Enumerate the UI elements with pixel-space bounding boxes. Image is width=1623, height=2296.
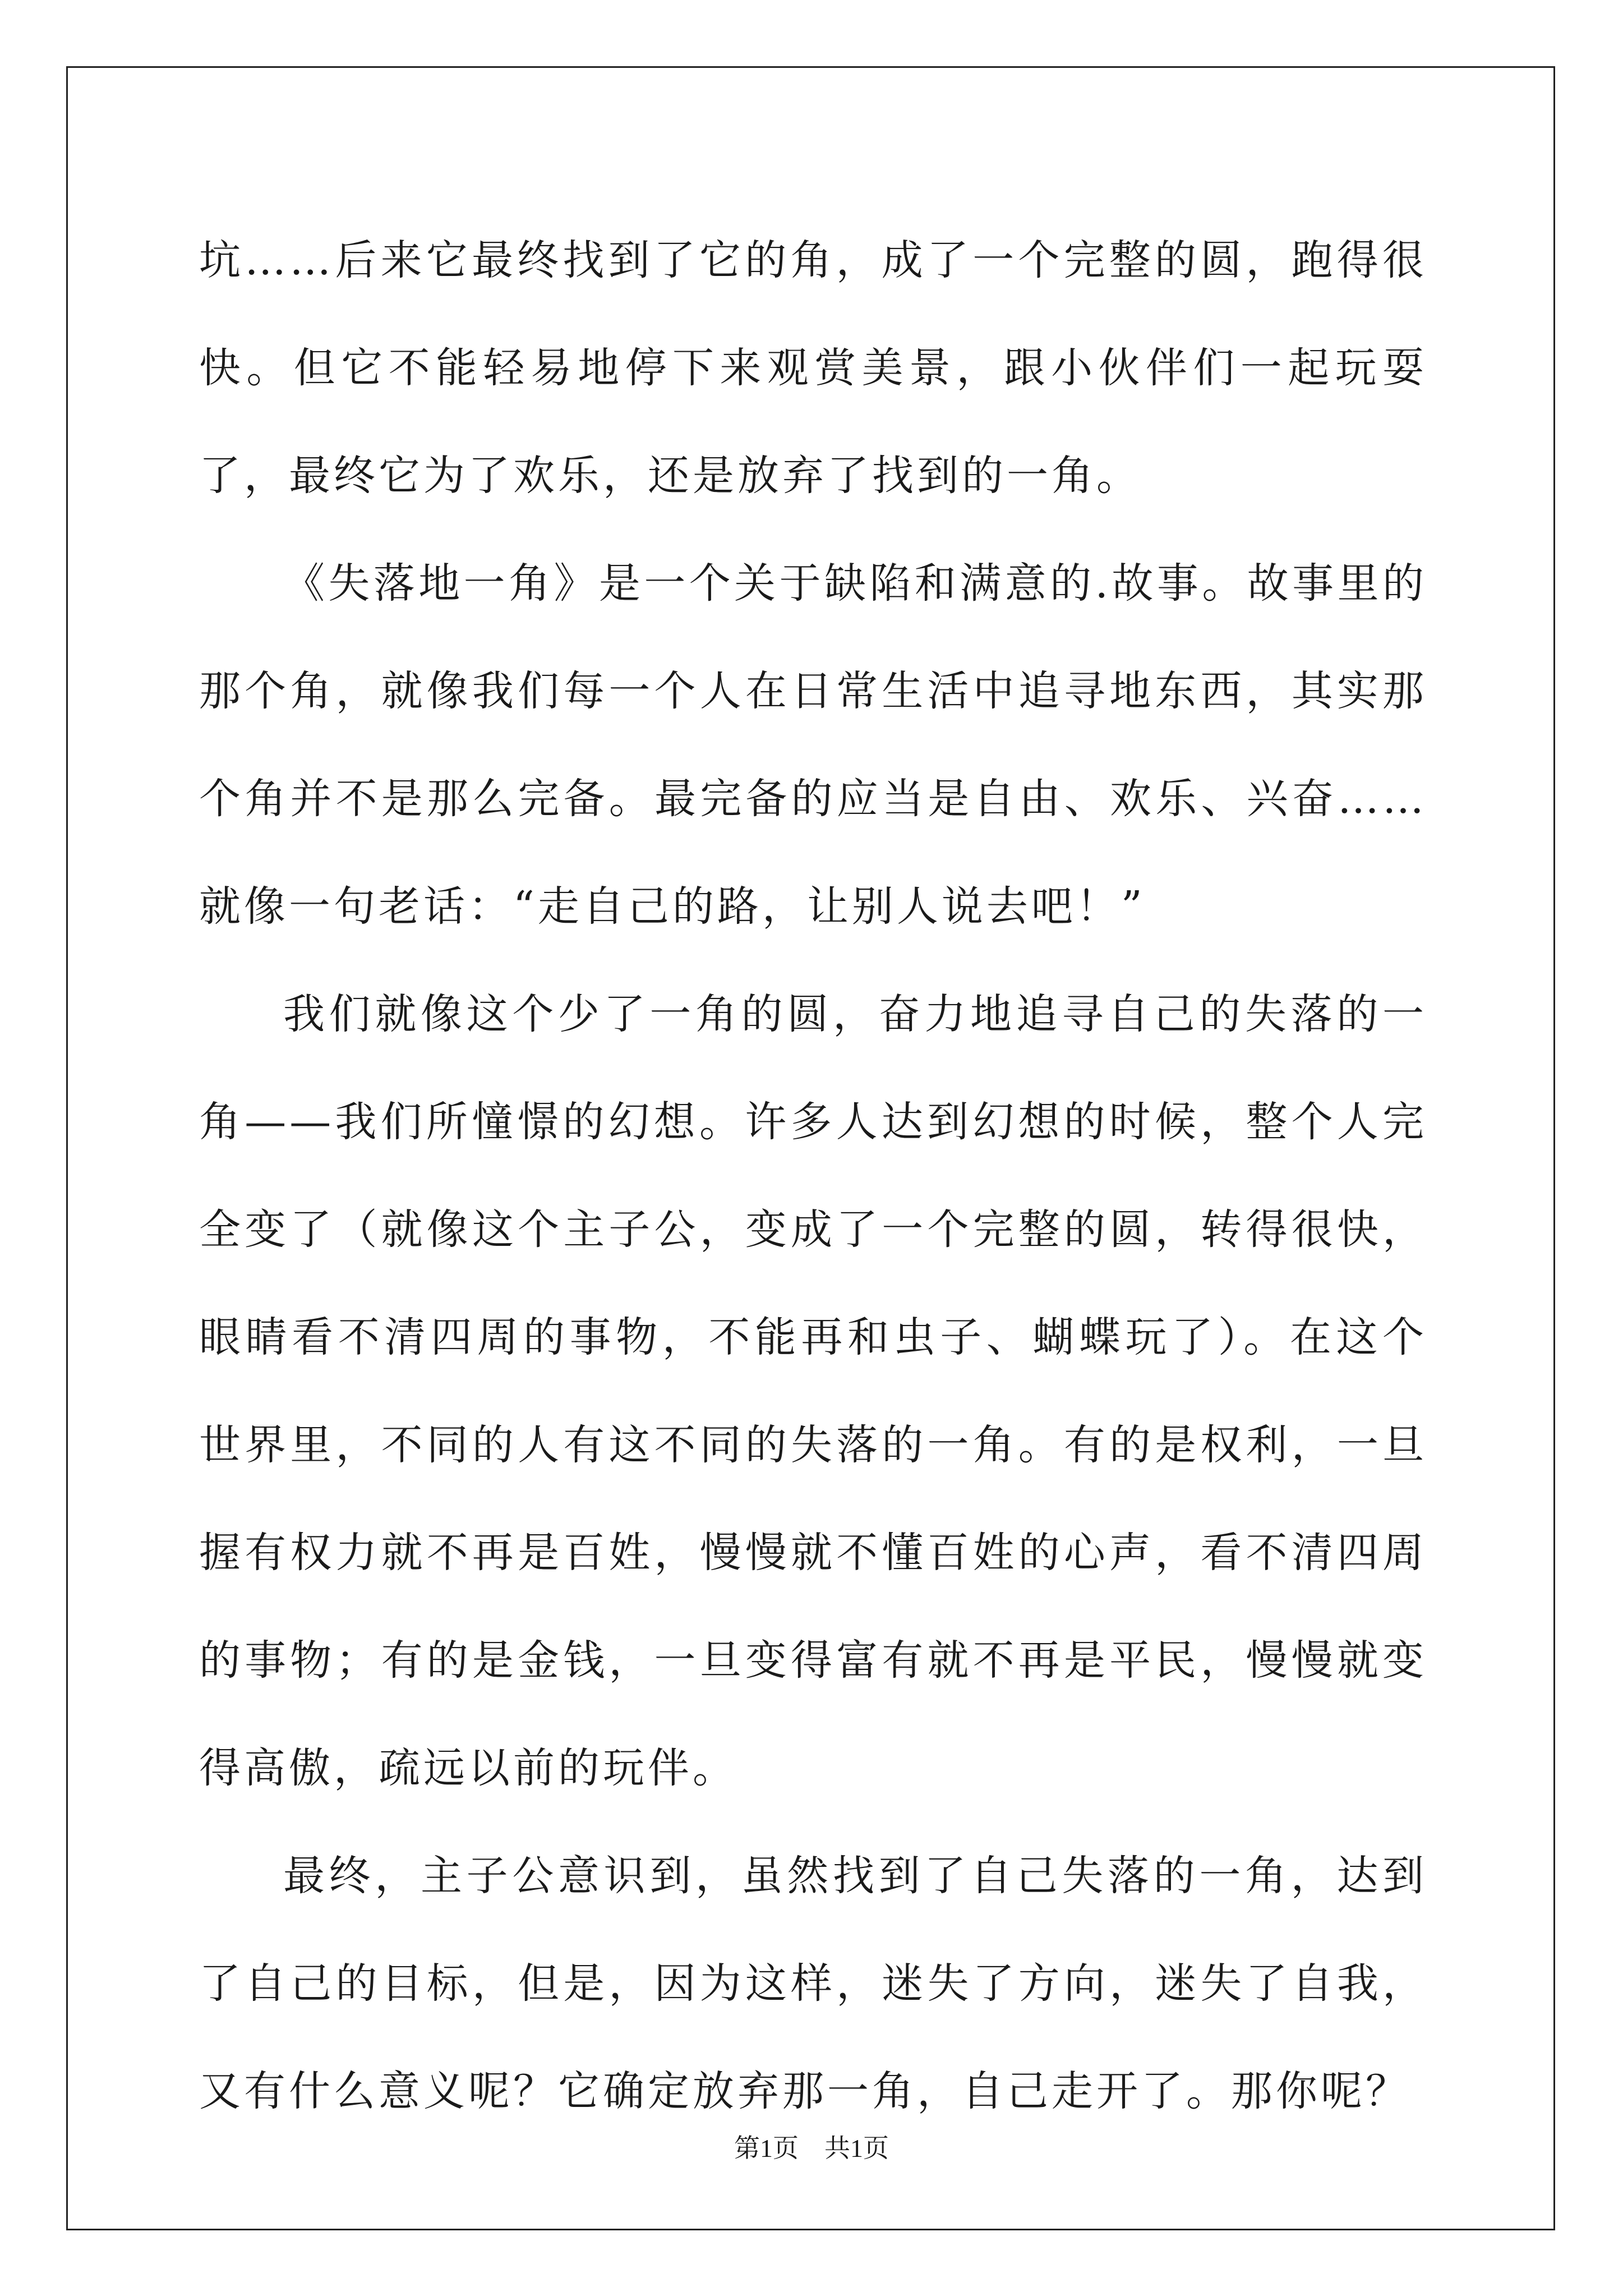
paragraph-2: 《失落地一角》是一个关于缺陷和满意的.故事。故事里的那个角，就像我们每一个人在日常生活中追寻地东西，其实那个角并不是那么完备。最完备的应当是自由、欢乐、兴奋……就像一句老话：“走自己的路，让别人说去吧！”	[199, 559, 1427, 931]
paragraph-4: 最终，主子公意识到，虽然找到了自己失落的一角，达到了自己的目标，但是，因为这样，迷失了方向，迷失了自我，又有什么意义呢？它确定放弃那一角，自己走开了。那你呢？	[199, 1852, 1427, 2115]
page-number: 第1页 共1页	[734, 2134, 889, 2162]
paragraph-3: 我们就像这个少了一角的圆，奋力地追寻自己的失落的一角——我们所憧憬的幻想。许多人达到幻想的时候，整个人完全变了（就像这个主子公，变成了一个完整的圆，转得很快，眼睛看不清四周的事物，不能再和虫子、蝴蝶玩了）。在这个世界里，不同的人有这不同的失落的一角。有的是权利，一旦握有权力就不再是百姓，慢慢就不懂百姓的心声，看不清四周的事物；有的是金钱，一旦变得富有就不再是平民，慢慢就变得高傲，疏远以前的玩伴。	[199, 990, 1427, 1792]
paragraph-1: 坑……后来它最终找到了它的角，成了一个完整的圆，跑得很快。但它不能轻易地停下来观赏美景，跟小伙伴们一起玩耍了，最终它为了欢乐，还是放弃了找到的一角。	[199, 236, 1427, 500]
document-body	[199, 206, 1427, 2145]
